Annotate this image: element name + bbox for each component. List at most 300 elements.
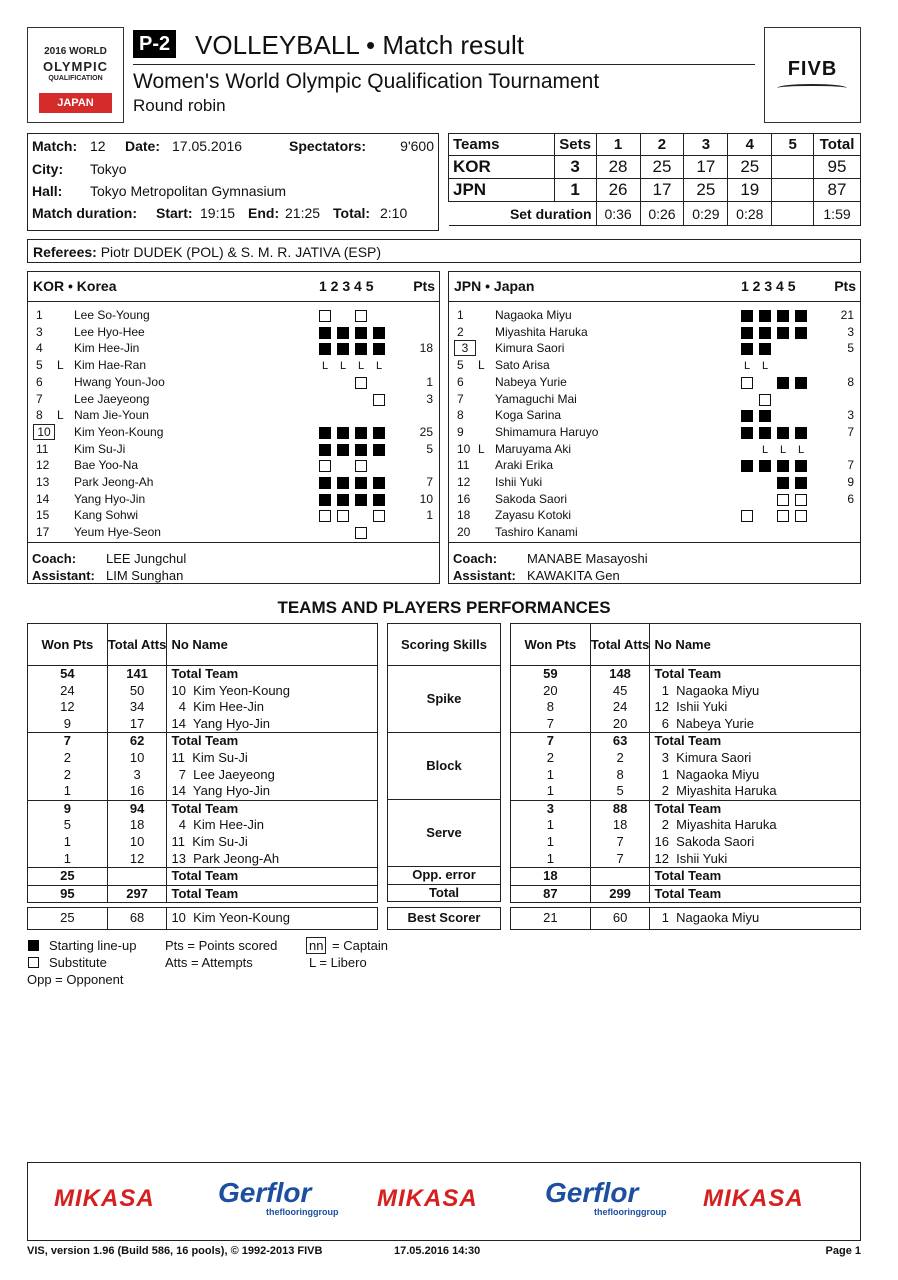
player-row [449,508,860,525]
libero-marker: L [57,358,64,373]
player-number: 5 [36,358,43,373]
player-or-team-name: 11 Kim Su-Ji [167,750,378,767]
score-header-set5: 5 [772,134,814,156]
total-attempts: 299 [590,885,650,903]
set-duration-row [449,202,861,226]
score-total: 95 [814,156,861,179]
starting-lineup-icon [337,427,349,439]
player-row [28,492,439,509]
match-info [27,133,439,231]
player-points: 7 [847,458,854,473]
score-sets-won: 1 [554,179,596,202]
legend-attempts: Atts = Attempts [165,955,253,970]
player-name: Sato Arisa [495,358,550,373]
score-set-points: 25 [640,156,684,179]
score-header-teams: Teams [449,134,555,156]
player-name: Shimamura Haruyo [495,424,599,439]
assistant-name: LIM Sunghan [106,568,184,583]
starting-lineup-icon [741,427,753,439]
mikasa-logo: MIKASA [703,1185,804,1212]
substitute-icon [373,394,385,406]
roster-set-columns: 1 2 3 4 5 [741,278,796,294]
player-number: 2 [457,324,464,339]
player-or-team-name: 4 Kim Hee-Jin [167,817,378,834]
total-attempts: 12 [107,851,167,868]
player-or-team-name: 4 Kim Hee-Jin [167,699,378,716]
score-set-points [772,179,814,202]
player-or-team-name: 13 Park Jeong-Ah [167,851,378,868]
assistant-label: Assistant: [453,568,516,583]
score-set-points: 28 [596,156,640,179]
starting-lineup-icon [795,477,807,489]
player-number: 15 [36,508,50,523]
set-duration: 0:29 [684,202,728,226]
skill-total: Total [388,884,501,902]
total-attempts: 16 [107,783,167,800]
total-attempts: 17 [107,716,167,733]
roster-team-name: JPN • Japan [454,278,535,294]
player-row [28,341,439,358]
player-points: 1 [426,508,433,523]
legend-captain: = Captain [332,938,389,953]
skill-block: Block [388,733,501,800]
player-row [28,442,439,459]
starting-lineup-icon [741,327,753,339]
player-or-team-name: Total Team [167,733,378,750]
score-row-jpn [449,179,861,202]
starting-lineup-icon [355,327,367,339]
total-attempts [590,868,650,886]
starting-lineup-icon [759,327,771,339]
player-points: 25 [419,424,433,439]
player-number: 3 [36,324,43,339]
won-points: 20 [511,683,591,700]
won-points: 25 [28,868,108,886]
won-points: 1 [511,834,591,851]
player-points: 8 [847,374,854,389]
player-points: 3 [847,324,854,339]
won-points: 9 [28,800,108,817]
total-attempts: 20 [590,716,650,733]
score-header-set4: 4 [728,134,772,156]
player-number: 12 [36,458,50,473]
starting-lineup-icon [373,327,385,339]
legend-opponent: Opp = Opponent [27,972,124,987]
substitute-icon [777,494,789,506]
player-number: 11 [457,458,470,473]
score-set-points: 19 [728,179,772,202]
coach-label: Coach: [32,551,77,566]
player-or-team-name: Total Team [650,733,861,750]
total-attempts: 18 [107,817,167,834]
score-header-sets: Sets [554,134,596,156]
total-attempts: 10 [107,834,167,851]
best-scorer-kor [27,907,378,930]
player-or-team-name: 1 Nagaoka Miyu [650,683,861,700]
player-performance-row [511,783,861,800]
coach-block [449,542,860,585]
player-row [28,375,439,392]
libero-set-marker: L [357,360,365,373]
logo-country-ribbon: JAPAN [39,93,112,113]
score-set-points [772,156,814,179]
starting-lineup-icon [355,494,367,506]
score-table [448,133,861,226]
best-scorer-points: 25 [28,908,108,930]
referees-bar [27,239,861,263]
substitute-icon [355,310,367,322]
player-performance-row [28,834,378,851]
coach-label: Coach: [453,551,498,566]
substitute-icon [319,310,331,322]
starting-lineup-icon [319,494,331,506]
player-number: 12 [457,475,471,489]
won-points: 2 [28,750,108,767]
total-attempts [107,868,167,886]
player-points: 5 [847,341,854,356]
player-performance-row [28,851,378,868]
player-number: 6 [36,374,43,389]
player-name: Nam Jie-Youn [74,408,149,423]
start-label: Start: [156,205,193,221]
performances-title: TEAMS AND PLAYERS PERFORMANCES [277,598,611,617]
score-team: KOR [449,156,555,179]
substitute-icon [355,377,367,389]
starting-lineup-icon [759,460,771,472]
gerflor-logo: Gerflor [218,1177,312,1208]
logo-qualification-text: QUALIFICATION [48,75,103,82]
starting-lineup-icon [373,427,385,439]
no-name-header: No Name [650,624,861,666]
player-performance-row [28,767,378,784]
player-performance-row [511,834,861,851]
roster-pts-header: Pts [834,278,856,294]
performance-table-jpn [510,623,861,903]
player-row [28,475,439,492]
score-header-set3: 3 [684,134,728,156]
won-points: 18 [511,868,591,886]
total-attempts: 62 [107,733,167,750]
player-row [449,442,860,459]
title-divider [133,64,755,65]
player-name: Miyashita Haruka [495,324,588,339]
player-name: Kim Hee-Jin [74,341,140,356]
player-number: 9 [457,424,464,439]
footer-version: VIS, version 1.96 (Build 586, 16 pools), © 1992-2013 FIVB [27,1245,323,1257]
libero-set-marker: L [375,360,383,373]
won-points: 8 [511,699,591,716]
player-row [449,425,860,442]
won-points: 2 [28,767,108,784]
player-performance-row [511,699,861,716]
won-points: 87 [511,885,591,903]
starting-lineup-icon [777,460,789,472]
player-points: 7 [426,475,433,489]
best-scorer-attempts: 68 [107,908,167,930]
player-points: 9 [847,475,854,489]
referees-value: Piotr DUDEK (POL) & S. M. R. JATIVA (ESP) [100,244,382,260]
starting-lineup-icon [759,343,771,355]
roster-pts-header: Pts [413,278,435,294]
legend-points: Pts = Points scored [165,938,278,953]
player-performance-row [28,817,378,834]
start-time: 19:15 [200,205,236,221]
player-points: 10 [419,491,433,506]
performance-rows [511,666,861,903]
player-row [449,325,860,342]
player-name: Lee Hyo-Hee [74,324,145,339]
total-atts-header: Total Atts [107,624,167,666]
footer-page: Page 1 [825,1245,861,1257]
total-attempts: 18 [590,817,650,834]
player-points: 6 [847,491,854,506]
total-team-row [28,800,378,817]
player-or-team-name: 12 Ishii Yuki [650,851,861,868]
fivb-swoosh-icon [777,84,847,92]
total-attempts: 94 [107,800,167,817]
total-attempts: 7 [590,851,650,868]
player-name: Nagaoka Miyu [495,308,572,322]
libero-set-marker: L [797,443,805,456]
player-row [449,358,860,375]
score-set-points: 17 [684,156,728,179]
best-scorer-attempts: 60 [590,908,650,930]
hall-label: Hall: [32,183,63,199]
player-name: Kimura Saori [495,341,565,356]
player-number: 7 [457,391,464,406]
score-header-set2: 2 [640,134,684,156]
libero-set-marker: L [743,360,751,373]
player-points: 18 [419,341,433,356]
libero-marker: L [57,408,64,423]
total-attempts: 148 [590,666,650,683]
player-name: Lee Jaeyeong [74,391,150,406]
player-performance-row [511,716,861,733]
player-name: Kim Yeon-Koung [74,424,164,439]
total-team-row [511,868,861,886]
player-row [28,392,439,409]
player-performance-row [28,716,378,733]
total-team-row [28,733,378,750]
player-performance-row [28,699,378,716]
player-number: 14 [36,491,50,506]
skill-opp-error: Opp. error [388,867,501,885]
total-attempts: 10 [107,750,167,767]
set-duration: 0:36 [596,202,640,226]
player-name: Yang Hyo-Jin [74,491,146,506]
score-header-total: Total [814,134,861,156]
player-number: 10 [457,441,471,456]
won-points: 54 [28,666,108,683]
player-name: Koga Sarina [495,408,562,423]
total-label: Total: [333,205,371,221]
player-name: Yeum Hye-Seon [74,525,161,540]
substitute-icon [741,377,753,389]
tournament-logo [27,27,124,123]
best-scorer-name: 10 Kim Yeon-Koung [167,908,378,930]
starting-lineup-icon [373,494,385,506]
player-name: Araki Erika [495,458,554,473]
starting-lineup-icon [777,427,789,439]
starting-lineup-icon [777,327,789,339]
starting-lineup-icon [795,377,807,389]
player-number: 11 [36,441,49,456]
player-row [449,408,860,425]
player-or-team-name: Total Team [650,666,861,683]
score-header-row [449,134,861,156]
player-name: Kang Sohwi [74,508,139,523]
scoring-skills-table [387,623,501,902]
won-points: 1 [28,834,108,851]
starting-lineup-icon [741,460,753,472]
player-performance-row [511,851,861,868]
starting-lineup-icon [355,477,367,489]
report-code: P-2 [133,30,176,58]
match-date: 17.05.2016 [172,138,243,154]
sponsor-banner [27,1162,861,1241]
coach-name: MANABE Masayoshi [527,551,648,566]
total-attempts: 50 [107,683,167,700]
starting-lineup-icon [795,310,807,322]
substitute-icon [337,510,349,522]
player-performance-row [511,817,861,834]
best-scorer-label-box [387,907,501,930]
best-scorer-points: 21 [511,908,591,930]
score-header-set1: 1 [596,134,640,156]
player-performance-row [511,750,861,767]
won-points: 7 [28,733,108,750]
substitute-icon [795,494,807,506]
player-or-team-name: Total Team [167,885,378,903]
player-number: 7 [36,391,43,406]
legend-starting: Starting line-up [49,938,137,953]
substitute-icon [759,394,771,406]
player-or-team-name: Total Team [167,868,378,886]
player-row [28,308,439,325]
player-or-team-name: Total Team [650,868,861,886]
won-points: 3 [511,800,591,817]
substitute-icon [355,460,367,472]
libero-set-marker: L [761,443,769,456]
starting-lineup-icon [337,343,349,355]
total-attempts: 3 [107,767,167,784]
total-time: 2:10 [380,205,408,221]
player-or-team-name: 7 Lee Jaeyeong [167,767,378,784]
total-team-row [511,885,861,903]
won-points: 1 [511,851,591,868]
player-name: Lee So-Young [74,308,150,322]
won-points: 95 [28,885,108,903]
player-or-team-name: 2 Miyashita Haruka [650,783,861,800]
coach-block [28,542,439,585]
player-or-team-name: 10 Kim Yeon-Koung [167,683,378,700]
player-row [449,308,860,325]
won-points: 7 [511,733,591,750]
starting-lineup-icon [759,410,771,422]
substitute-icon [741,510,753,522]
spectators-label: Spectators: [289,138,367,154]
player-number: 16 [457,491,471,506]
substitute-icon [28,957,39,968]
fivb-logo-text: FIVB [787,58,838,80]
starting-lineup-icon [319,444,331,456]
substitute-icon [777,510,789,522]
spectators-value: 9'600 [400,138,434,154]
player-or-team-name: 1 Nagaoka Miyu [650,767,861,784]
won-points: 7 [511,716,591,733]
gerflor-tagline: theflooringgroup [594,1207,667,1217]
player-row [28,358,439,375]
best-scorer-jpn [510,907,861,930]
libero-set-marker: L [761,360,769,373]
player-row [28,508,439,525]
player-points: 1 [426,374,433,389]
player-name: Ishii Yuki [495,475,543,489]
player-points: 3 [847,408,854,423]
player-performance-row [28,683,378,700]
city-label: City: [32,161,64,177]
player-row [28,408,439,425]
total-attempts: 88 [590,800,650,817]
roster-team-name: KOR • Korea [33,278,117,294]
player-points: 21 [840,308,854,322]
mikasa-logo: MIKASA [377,1185,478,1212]
date-label: Date: [125,138,161,154]
won-pts-header: Won Pts [28,624,108,666]
performance-table-kor [27,623,378,903]
won-points: 1 [511,817,591,834]
player-performance-row [28,750,378,767]
captain-number: 10 [33,424,55,440]
won-points: 1 [28,783,108,800]
player-row [28,425,439,442]
roster-korea [27,271,440,584]
player-number: 8 [36,408,43,423]
set-duration: 0:26 [640,202,684,226]
player-points: 5 [426,441,433,456]
starting-lineup-icon [337,477,349,489]
total-team-row [28,868,378,886]
player-or-team-name: 12 Ishii Yuki [650,699,861,716]
total-team-row [28,885,378,903]
player-performance-row [511,683,861,700]
captain-number: 3 [454,340,476,356]
player-number: 4 [36,341,43,356]
roster-header [449,272,860,302]
player-row [28,325,439,342]
player-or-team-name: 3 Kimura Saori [650,750,861,767]
starting-lineup-icon [319,343,331,355]
starting-lineup-icon [795,460,807,472]
scoring-skills-header: Scoring Skills [388,624,501,666]
total-attempts: 297 [107,885,167,903]
best-scorer-label: Best Scorer [388,908,501,930]
total-team-row [28,666,378,683]
player-name: Kim Hae-Ran [74,358,147,373]
total-team-row [511,733,861,750]
player-name: Yamaguchi Mai [495,391,577,406]
roster-japan [448,271,861,584]
no-name-header: No Name [167,624,378,666]
total-attempts: 63 [590,733,650,750]
footer-printed: 17.05.2016 14:30 [394,1245,481,1257]
player-row [449,492,860,509]
hall-value: Tokyo Metropolitan Gymnasium [90,183,287,199]
player-performance-row [511,767,861,784]
end-time: 21:25 [285,205,321,221]
player-performance-row [28,783,378,800]
captain-box-icon: nn [306,937,326,954]
